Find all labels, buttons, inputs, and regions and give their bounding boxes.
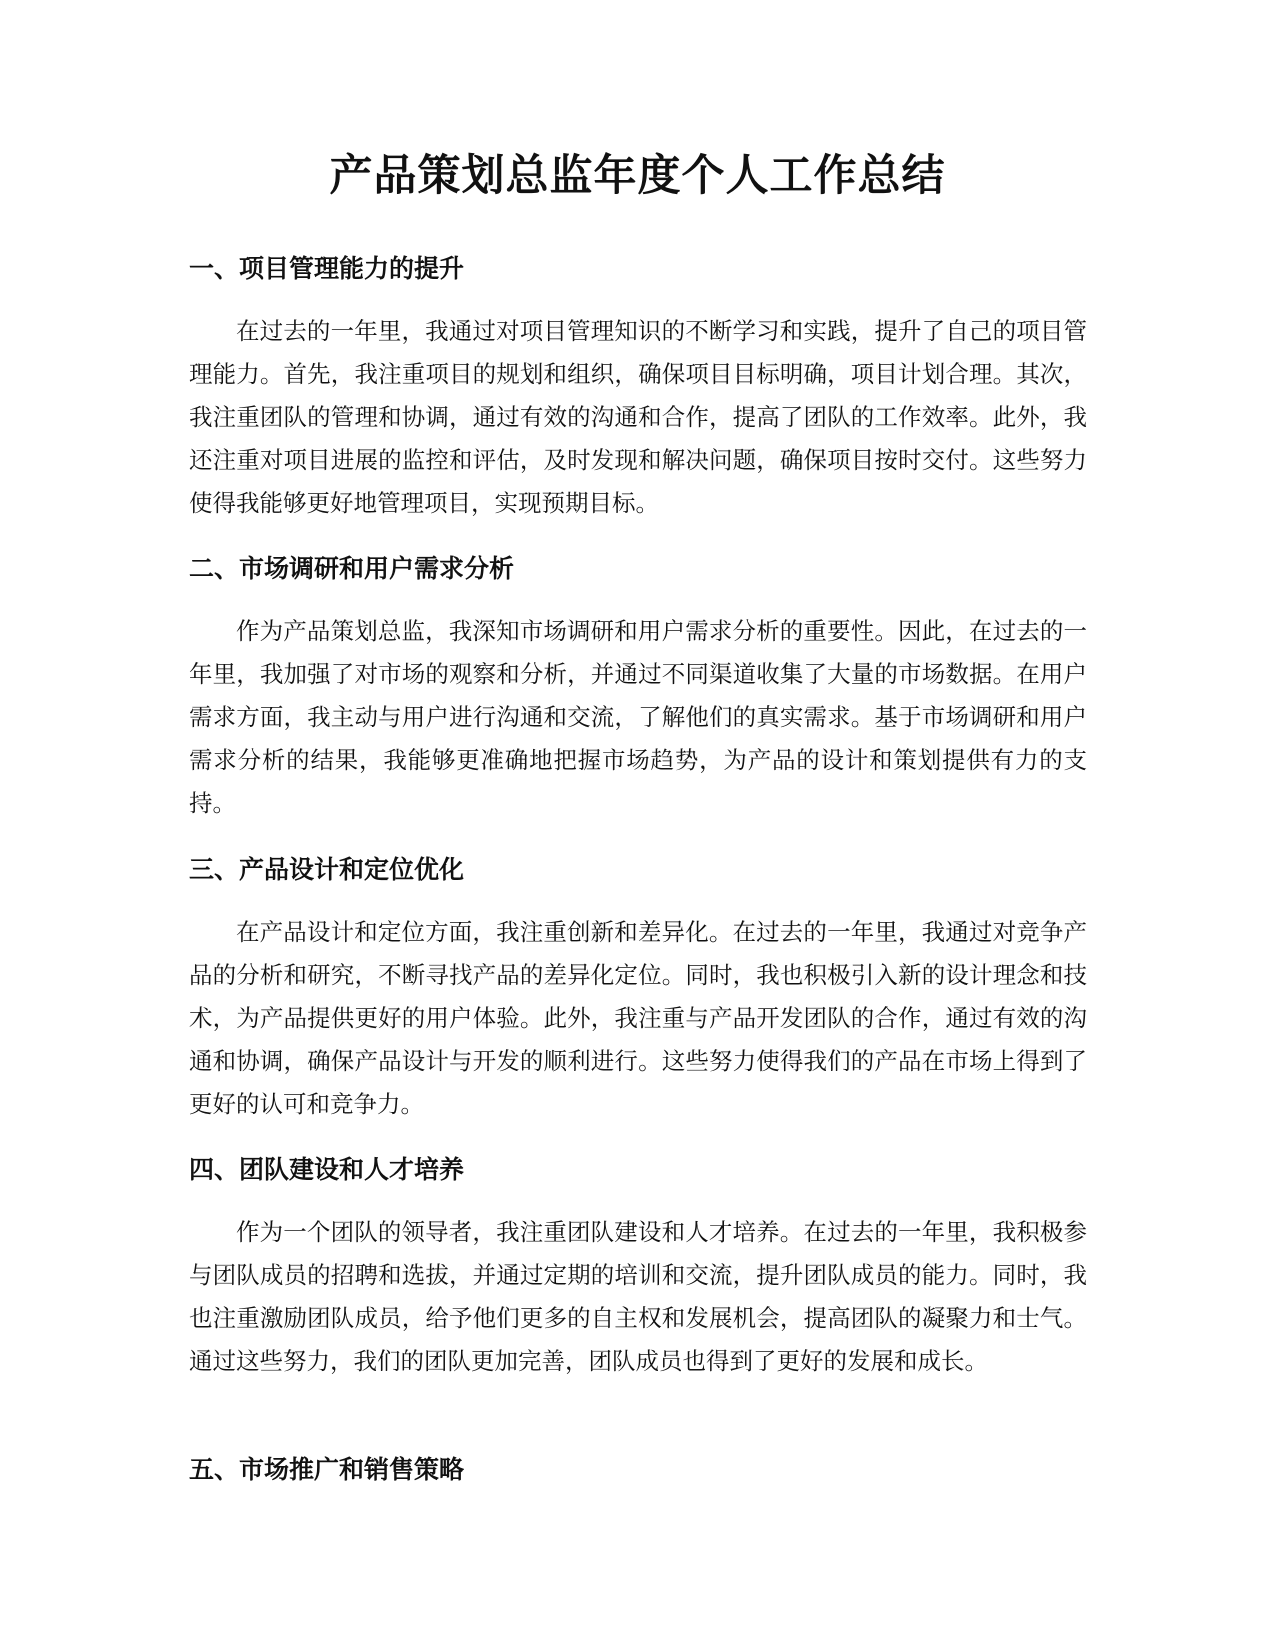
section-paragraph-4: 作为一个团队的领导者，我注重团队建设和人才培养。在过去的一年里，我积极参与团队成员的招聘和选拔，并通过定期的培训和交流，提升团队成员的能力。同时，我也注重激励团队成员，给予他们更多的自主权和发展机会，提高团队的凝聚力和士气。通过这些努力，我们的团队更加完善，团队成员也得到了更好的发展和成长。	[189, 1218, 1087, 1375]
section-heading-4: 四、团队建设和人才培养	[189, 1155, 465, 1184]
section-heading-2: 二、市场调研和用户需求分析	[189, 554, 515, 583]
document-title: 产品策划总监年度个人工作总结	[329, 151, 946, 201]
section-heading-1: 一、项目管理能力的提升	[189, 254, 465, 283]
section-paragraph-1: 在过去的一年里，我通过对项目管理知识的不断学习和实践，提升了自己的项目管理能力。首先，我注重项目的规划和组织，确保项目目标明确，项目计划合理。其次，我注重团队的管理和协调，通过有效的沟通和合作，提高了团队的工作效率。此外，我还注重对项目进展的监控和评估，及时发现和解决问题，确保项目按时交付。这些努力使得我能够更好地管理项目，实现预期目标。	[189, 317, 1087, 517]
section-paragraph-3: 在产品设计和定位方面，我注重创新和差异化。在过去的一年里，我通过对竞争产品的分析和研究，不断寻找产品的差异化定位。同时，我也积极引入新的设计理念和技术，为产品提供更好的用户体验。此外，我注重与产品开发团队的合作，通过有效的沟通和协调，确保产品设计与开发的顺利进行。这些努力使得我们的产品在市场上得到了更好的认可和竞争力。	[189, 918, 1087, 1118]
section-heading-3: 三、产品设计和定位优化	[189, 855, 465, 884]
section-paragraph-2: 作为产品策划总监，我深知市场调研和用户需求分析的重要性。因此，在过去的一年里，我加强了对市场的观察和分析，并通过不同渠道收集了大量的市场数据。在用户需求方面，我主动与用户进行沟通和交流，了解他们的真实需求。基于市场调研和用户需求分析的结果，我能够更准确地把握市场趋势，为产品的设计和策划提供有力的支持。	[189, 617, 1087, 817]
section-heading-5: 五、市场推广和销售策略	[189, 1455, 465, 1484]
